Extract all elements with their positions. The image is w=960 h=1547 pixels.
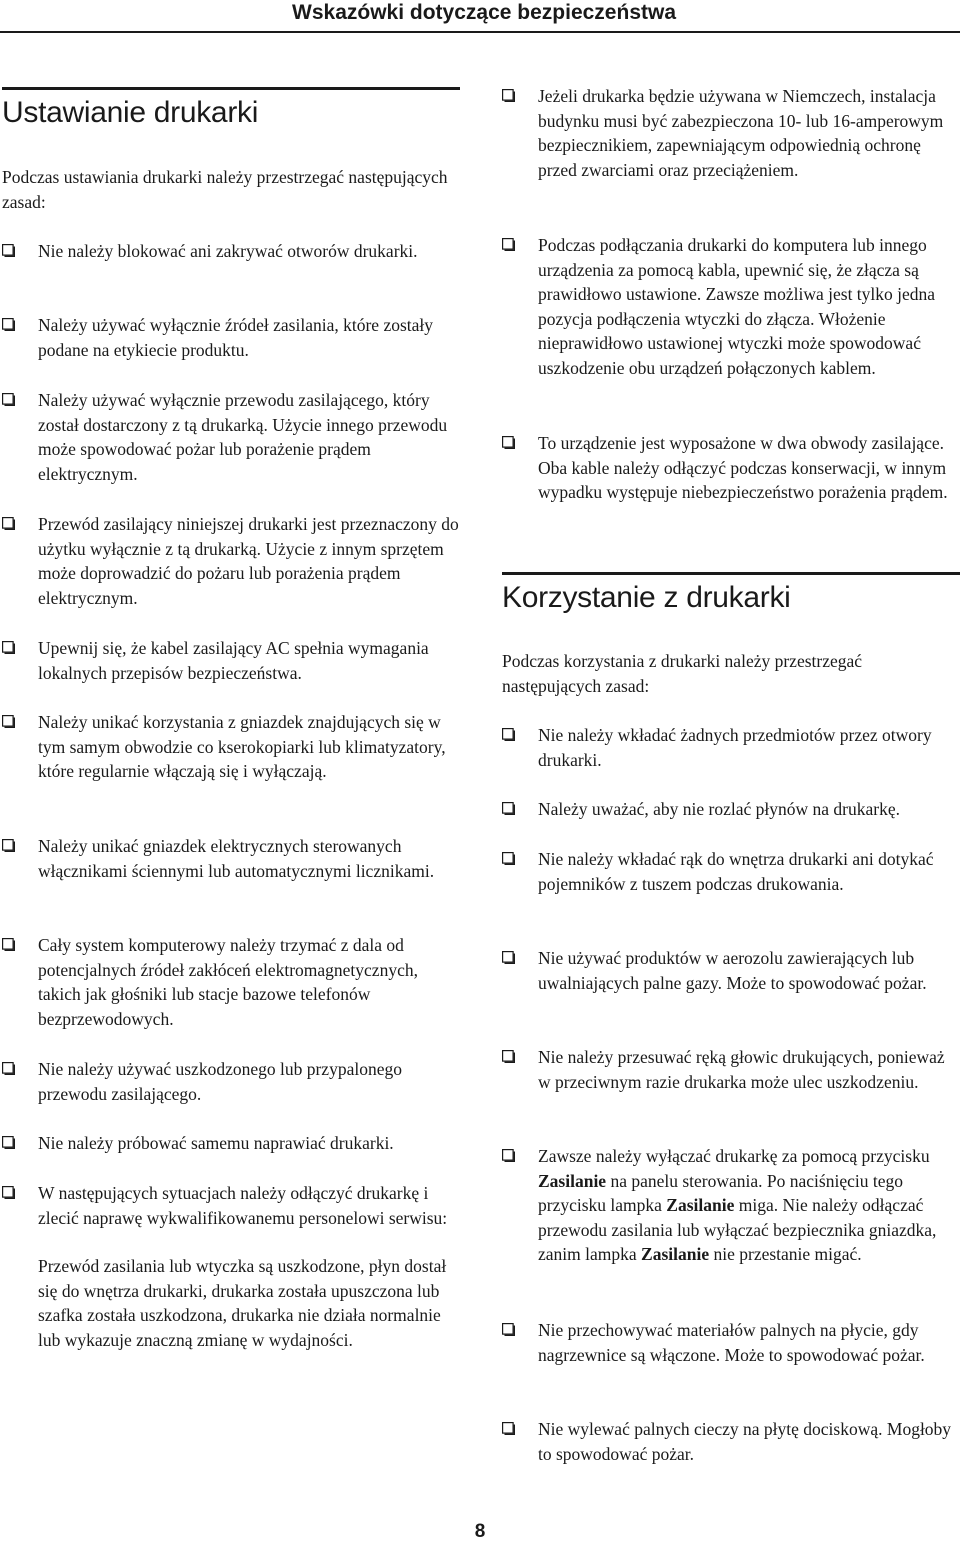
list-item (2, 1131, 460, 1156)
list-item-text: Upewnij się, że kabel zasilający AC spełnia wymagania lokalnych przepisów bezpieczeństwa. (38, 638, 429, 683)
checkbox-icon (2, 938, 15, 951)
list-item-text: Nie należy wkładać rąk do wnętrza drukarki ani dotykać pojemników z tuszem podczas drukowania. (538, 849, 934, 894)
power-text-1: Zawsze należy wyłączać drukarkę za pomocą przycisku (538, 1146, 930, 1166)
list-item-text: Nie używać produktów w aerozolu zawierających lub uwalniających palne gazy. Może to spowodować pożar. (538, 948, 927, 993)
list-item-text: Nie należy wkładać żadnych przedmiotów przez otwory drukarki. (538, 725, 932, 770)
list-item (2, 239, 460, 264)
checkbox-icon (502, 238, 515, 251)
list-item (502, 1144, 960, 1267)
checkbox-icon (2, 641, 15, 654)
checkbox-icon (502, 436, 515, 449)
list-item (502, 431, 960, 505)
section-rule (2, 87, 460, 90)
list-item-text (538, 1144, 960, 1267)
list-item-text: Należy uważać, aby nie rozlać płynów na drukarkę. (538, 799, 900, 819)
power-text-2: na panelu sterowania. Po naciśnięciu tego przycisku lampka (538, 1170, 903, 1216)
list-item-text: Nie należy próbować samemu naprawiać drukarki. (38, 1133, 394, 1153)
list-item-text: Podczas podłączania drukarki do komputera lub innego urządzenia za pomocą kabla, upewnić się, że złącza są prawidłowo ustawione. Zawsze możliwa jest tylko jedna pozycja podłączenia wtyczki do złącza. Włożenie nieprawidłowo ustawionej wtyczki może spowodować uszkodzenie obu urządzeń połączonych kablem. (538, 235, 936, 378)
list-item-text: Cały system komputerowy należy trzymać z dala od potencjalnych źródeł zakłóceń elektromagnetycznych, takich jak głośniki lub stacje bazowe telefonów bezprzewodowych. (38, 935, 418, 1029)
list-item-text: Należy używać wyłącznie źródeł zasilania, które zostały podane na etykiecie produktu. (38, 315, 434, 360)
list-item (502, 1417, 960, 1466)
list-item (2, 512, 460, 610)
list-item-text: Należy unikać korzystania z gniazdek znajdujących się w tym samym obwodzie co kserokopiarki lub klimatyzatory, które regularnie włączają się i wyłączają. (38, 712, 446, 782)
list-item-text: Należy unikać gniazdek elektrycznych sterowanych włącznikami ściennymi lub automatycznymi licznikami. (38, 836, 435, 881)
list-item (502, 233, 960, 381)
checkbox-icon (2, 1136, 15, 1149)
list-item (2, 834, 460, 883)
list-item (502, 797, 960, 822)
list-item-text: Nie należy blokować ani zakrywać otworów drukarki. (38, 241, 418, 261)
list-item (502, 84, 960, 182)
list-item (2, 933, 460, 1031)
list-item (502, 1045, 960, 1094)
checkbox-icon (502, 1323, 515, 1336)
list-item-text: Nie przechowywać materiałów palnych na płycie, gdy nagrzewnice są włączone. Może to spowodować pożar. (538, 1320, 925, 1365)
list-item-subtext: Przewód zasilania lub wtyczka są uszkodzone, płyn dostał się do wnętrza drukarki, drukarka została upuszczona lub szafka została uszkodzona, drukarka nie działa normalnie lub wykazuje znaczną zmianę w wydajności. (38, 1256, 447, 1350)
list-item-text: To urządzenie jest wyposażone w dwa obwody zasilające. Oba kable należy odłączyć podczas konserwacji, w innym wypadku występuje niebezpieczeństwo porażenia prądem. (538, 433, 948, 503)
list-item-text: Przewód zasilający niniejszej drukarki jest przeznaczony do użytku wyłącznie z tą drukarką. Użycie z innym sprzętem może doprowadzić do pożaru lub porażenia prądem elektrycznym. (38, 514, 459, 608)
power-text-4: nie przestanie migać. (709, 1244, 862, 1265)
checkbox-icon (502, 89, 515, 102)
list-item (2, 313, 460, 362)
checkbox-icon (502, 852, 515, 865)
checkbox-icon (2, 393, 15, 406)
checkbox-icon (2, 244, 15, 257)
list-item (502, 847, 960, 896)
list-item (502, 946, 960, 995)
list-item-text: Nie należy używać uszkodzonego lub przypalonego przewodu zasilającego. (38, 1059, 402, 1104)
list-item (2, 388, 460, 486)
checkbox-icon (2, 517, 15, 530)
power-button-name: Zasilanie (538, 1170, 607, 1191)
header-rule (0, 31, 960, 33)
section-title-setup: Ustawianie drukarki (2, 96, 259, 129)
list-item (2, 1057, 460, 1106)
checkbox-icon (502, 1149, 515, 1162)
list-item-text: Jeżeli drukarka będzie używana w Niemczech, instalacja budynku musi być zabezpieczona 10- lub 16-amperowym bezpiecznikiem, zapewniającym odpowiednią ochronę przed zwarciami oraz przeciążeniem. (538, 86, 944, 180)
list-item (2, 636, 460, 685)
list-item (2, 710, 460, 784)
checkbox-icon (502, 728, 515, 741)
checkbox-icon (502, 1050, 515, 1063)
checkbox-icon (2, 318, 15, 331)
checkbox-icon (502, 802, 515, 815)
setup-intro: Podczas ustawiania drukarki należy przestrzegać następujących zasad: (2, 167, 448, 212)
usage-intro: Podczas korzystania z drukarki należy przestrzegać następujących zasad: (502, 651, 863, 696)
checkbox-icon (2, 1186, 15, 1199)
section-rule (502, 572, 960, 575)
list-item-text: W następujących sytuacjach należy odłączyć drukarkę i zlecić naprawę wykwalifikowanemu personelowi serwisu: (38, 1183, 448, 1228)
running-header: Wskazówki dotyczące bezpieczeństwa (292, 1, 676, 24)
list-item (2, 1181, 460, 1353)
page-number: 8 (474, 1521, 486, 1542)
list-item-text: Nie należy przesuwać ręką głowic drukujących, ponieważ w przeciwnym razie drukarka może ulec uszkodzeniu. (538, 1047, 945, 1092)
list-item-text: Należy używać wyłącznie przewodu zasilającego, który został dostarczony z tą drukarką. Użycie innego przewodu może spowodować pożar lub porażenie prądem elektrycznym. (38, 390, 448, 484)
list-item (502, 723, 960, 772)
power-lamp-name: Zasilanie (666, 1195, 735, 1216)
checkbox-icon (2, 1062, 15, 1075)
power-lamp-name: Zasilanie (641, 1244, 710, 1265)
list-item (502, 1318, 960, 1367)
checkbox-icon (502, 951, 515, 964)
section-title-usage: Korzystanie z drukarki (502, 581, 791, 614)
checkbox-icon (502, 1422, 515, 1435)
list-item-text: Nie wylewać palnych cieczy na płytę dociskową. Mogłoby to spowodować pożar. (538, 1419, 952, 1464)
power-text-3: miga. Nie należy odłączać przewodu zasilania lub wyłączać bezpiecznika gniazdka, zanim lampka (538, 1195, 937, 1265)
checkbox-icon (2, 839, 15, 852)
checkbox-icon (2, 715, 15, 728)
